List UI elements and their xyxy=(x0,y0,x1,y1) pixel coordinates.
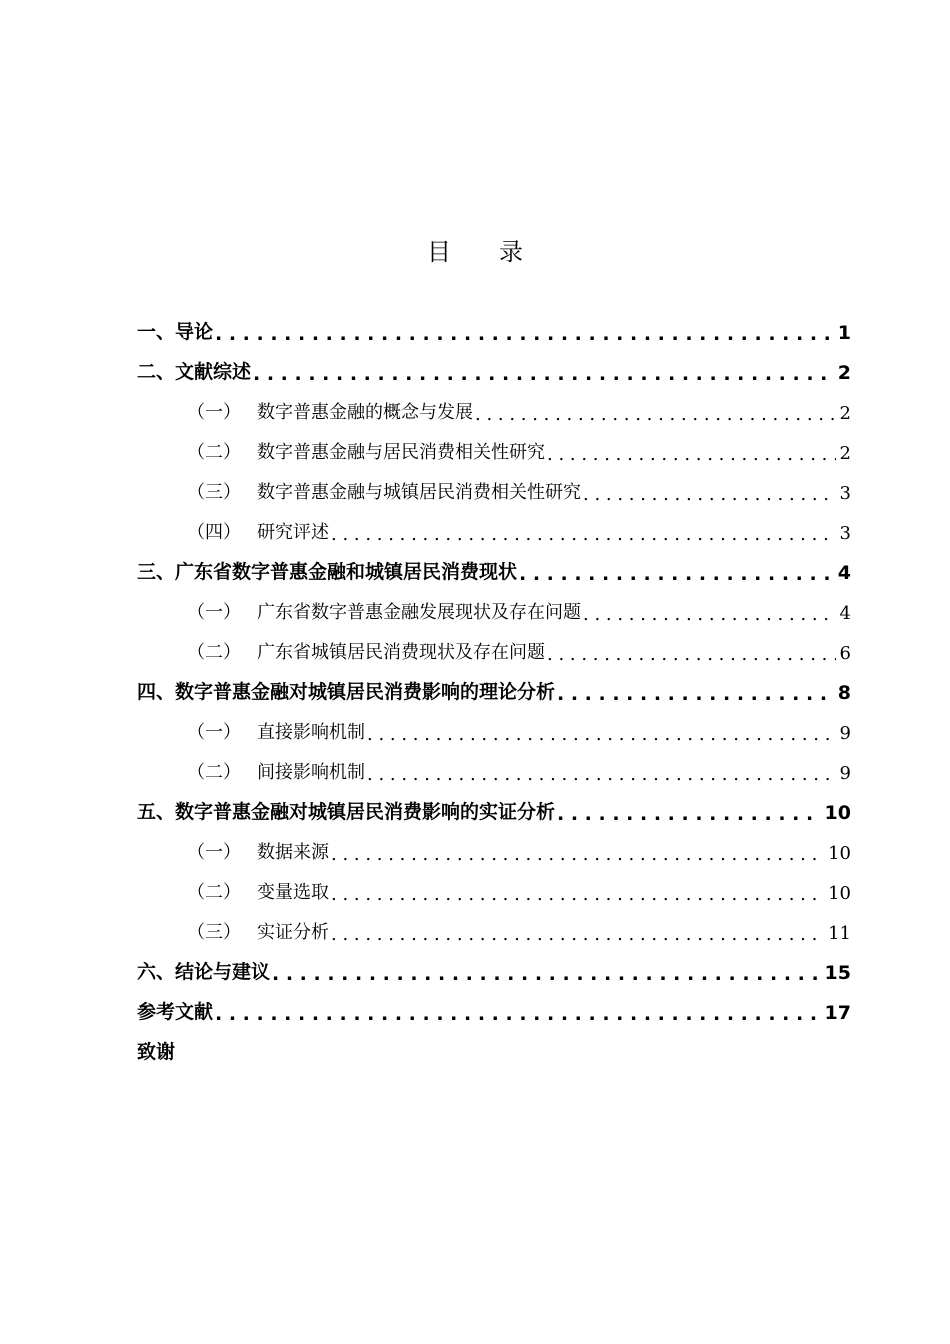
toc-chapter-entry[interactable] xyxy=(137,792,851,832)
toc-dot-leader xyxy=(215,325,834,344)
toc-entry-number: （一） xyxy=(187,602,241,623)
toc-entry-label: 变量选取 xyxy=(257,882,329,903)
toc-entry-label: 参考文献 xyxy=(137,1001,214,1023)
toc-chapter-entry[interactable] xyxy=(137,992,851,1032)
toc-entry-number: （三） xyxy=(187,482,241,503)
toc-entry-label: 一、导论 xyxy=(137,321,214,343)
toc-page-number: 1 xyxy=(837,322,851,344)
toc-entry-number: （一） xyxy=(187,842,241,863)
toc-chapter-entry[interactable] xyxy=(137,672,851,712)
toc-page-number: 10 xyxy=(828,883,851,904)
toc-title-part2: 录 xyxy=(499,238,523,266)
toc-dot-leader xyxy=(331,846,824,864)
toc-dot-leader xyxy=(331,926,824,944)
toc-entry-number: （四） xyxy=(187,522,241,543)
toc-section-entry[interactable] xyxy=(137,592,851,632)
toc-entry-label: 致谢 xyxy=(137,1041,176,1063)
toc-dot-leader xyxy=(519,565,834,584)
toc-page-number: 2 xyxy=(839,443,851,464)
toc-entry-label: 三、广东省数字普惠金融和城镇居民消费现状 xyxy=(137,561,518,583)
toc-page-number: 2 xyxy=(839,403,851,424)
toc-entry-label: 数字普惠金融的概念与发展 xyxy=(257,402,473,423)
toc-entry-label: 六、结论与建议 xyxy=(137,961,271,983)
toc-entry-number: （二） xyxy=(187,882,241,903)
toc-dot-leader xyxy=(547,646,836,664)
toc-entry-label: 间接影响机制 xyxy=(257,762,365,783)
toc-section-entry[interactable] xyxy=(137,472,851,512)
toc-dot-leader xyxy=(253,365,834,384)
toc-dot-leader xyxy=(583,486,836,504)
toc-section-entry[interactable] xyxy=(137,512,851,552)
toc-chapter-entry[interactable] xyxy=(137,952,851,992)
toc-page-number: 6 xyxy=(839,643,851,664)
toc-section-entry[interactable] xyxy=(137,912,851,952)
toc-section-entry[interactable] xyxy=(137,632,851,672)
toc-section-entry[interactable] xyxy=(137,872,851,912)
toc-entry-label: 数字普惠金融与居民消费相关性研究 xyxy=(257,442,545,463)
toc-page-number: 10 xyxy=(828,843,851,864)
toc-dot-leader xyxy=(583,606,836,624)
table-of-contents xyxy=(137,312,851,1072)
toc-dot-leader xyxy=(367,726,836,744)
toc-section-entry[interactable] xyxy=(137,432,851,472)
toc-entry-number: （二） xyxy=(187,442,241,463)
toc-page-number: 15 xyxy=(824,962,851,984)
toc-page-number: 4 xyxy=(839,603,851,624)
toc-page-number: 9 xyxy=(839,723,851,744)
toc-page-number: 11 xyxy=(828,923,851,944)
toc-dot-leader xyxy=(547,446,836,464)
toc-page-number: 10 xyxy=(824,802,851,824)
toc-chapter-entry[interactable] xyxy=(137,1032,851,1072)
toc-entry-number: （二） xyxy=(187,642,241,663)
toc-entry-number: （一） xyxy=(187,402,241,423)
toc-chapter-entry[interactable] xyxy=(137,352,851,392)
toc-chapter-entry[interactable] xyxy=(137,312,851,352)
toc-section-entry[interactable] xyxy=(137,712,851,752)
toc-section-entry[interactable] xyxy=(137,832,851,872)
toc-entry-label: 直接影响机制 xyxy=(257,722,365,743)
toc-page-number: 3 xyxy=(839,483,851,504)
toc-dot-leader xyxy=(215,1005,821,1024)
toc-entry-label: 数字普惠金融与城镇居民消费相关性研究 xyxy=(257,482,581,503)
toc-title-part1: 目 xyxy=(427,238,451,266)
toc-dot-leader xyxy=(367,766,836,784)
toc-dot-leader xyxy=(331,886,824,904)
toc-entry-label: 二、文献综述 xyxy=(137,361,252,383)
toc-entry-label: 五、数字普惠金融对城镇居民消费影响的实证分析 xyxy=(137,801,556,823)
toc-chapter-entry[interactable] xyxy=(137,552,851,592)
toc-section-entry[interactable] xyxy=(137,392,851,432)
toc-section-entry[interactable] xyxy=(137,752,851,792)
toc-dot-leader xyxy=(475,406,836,424)
toc-entry-label: 广东省数字普惠金融发展现状及存在问题 xyxy=(257,602,581,623)
toc-title xyxy=(0,232,950,267)
toc-page-number: 8 xyxy=(837,682,851,704)
toc-page-number: 3 xyxy=(839,523,851,544)
toc-page-number: 9 xyxy=(839,763,851,784)
toc-dot-leader xyxy=(557,685,834,704)
toc-entry-label: 数据来源 xyxy=(257,842,329,863)
toc-entry-number: （二） xyxy=(187,762,241,783)
toc-page-number: 4 xyxy=(837,562,851,584)
toc-entry-label: 实证分析 xyxy=(257,922,329,943)
toc-entry-number: （一） xyxy=(187,722,241,743)
toc-entry-label: 四、数字普惠金融对城镇居民消费影响的理论分析 xyxy=(137,681,556,703)
toc-entry-label: 研究评述 xyxy=(257,522,329,543)
toc-entry-label: 广东省城镇居民消费现状及存在问题 xyxy=(257,642,545,663)
toc-entry-number: （三） xyxy=(187,922,241,943)
toc-dot-leader xyxy=(557,805,821,824)
toc-page-number: 17 xyxy=(824,1002,851,1024)
toc-page-number: 2 xyxy=(837,362,851,384)
toc-dot-leader xyxy=(272,965,821,984)
toc-dot-leader xyxy=(331,526,836,544)
